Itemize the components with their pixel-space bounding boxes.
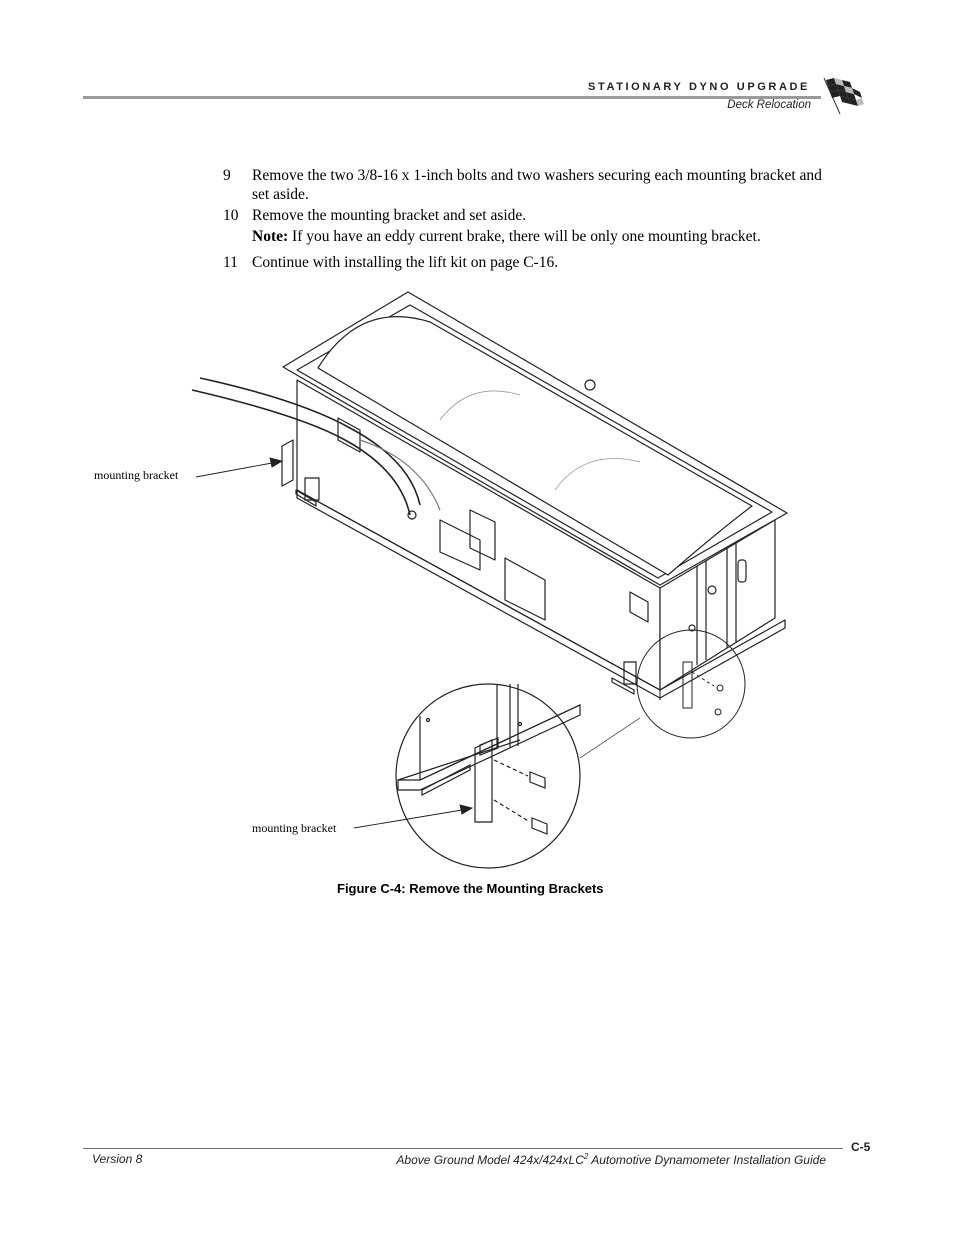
footer-guide-title: [396, 1152, 826, 1167]
detail-leader: [580, 718, 640, 758]
guide-title-superscript: 2: [583, 1152, 589, 1161]
figure-caption: Figure C-4: Remove the Mounting Brackets: [337, 881, 604, 896]
note-text: If you have an eddy current brake, there will be only one mounting bracket.: [288, 228, 761, 245]
step-number: 11: [223, 254, 238, 271]
subsection-title: Deck Relocation: [727, 99, 811, 111]
footer-version: Version 8: [92, 1152, 143, 1166]
callout-mounting-bracket-upper: mounting bracket: [94, 468, 179, 482]
footer-rule: [83, 1148, 843, 1149]
section-title: STATIONARY DYNO UPGRADE: [588, 81, 810, 93]
page-number: C-5: [851, 1140, 871, 1154]
callout-mounting-bracket-lower: mounting bracket: [252, 821, 337, 835]
guide-title-rest: Automotive Dynamometer Installation Guide: [588, 1153, 826, 1167]
step-number: 10: [223, 207, 239, 224]
step-number: 9: [223, 167, 231, 184]
note-label: Note:: [252, 228, 289, 245]
detail-circle-large: [396, 684, 580, 868]
step-text: Remove the mounting bracket and set aside.: [252, 207, 527, 224]
step-text: Continue with installing the lift kit on page C-16.: [252, 254, 559, 271]
step-text: Remove the two 3/8-16 x 1-inch bolts and two washers securing each mounting bracket and set aside.: [252, 167, 822, 203]
guide-title-main: Above Ground Model 424x/424xLC: [396, 1153, 584, 1167]
